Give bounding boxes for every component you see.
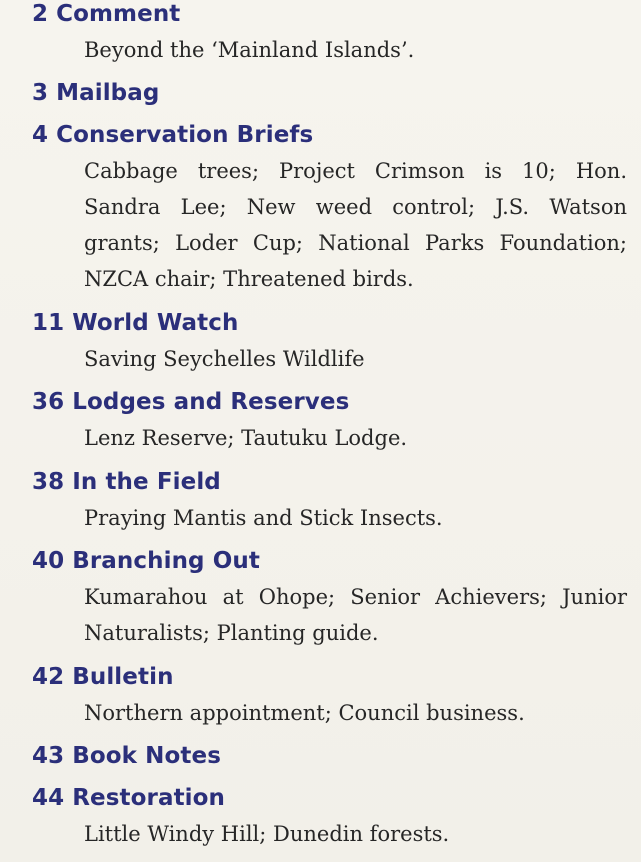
toc-heading xyxy=(32,0,632,28)
toc-page-number: 11 xyxy=(32,310,65,336)
toc-entry-bulletin xyxy=(32,663,632,731)
toc-description: Beyond the ‘Mainland Islands’. xyxy=(84,38,415,62)
toc-title: Book Notes xyxy=(72,743,221,769)
toc-page-number: 38 xyxy=(32,469,65,495)
toc-page-number: 42 xyxy=(32,664,65,690)
toc-heading xyxy=(32,121,632,149)
toc-page-number: 4 xyxy=(32,122,49,148)
toc-heading xyxy=(32,742,632,770)
toc-page-number: 36 xyxy=(32,389,65,415)
toc-title: Bulletin xyxy=(72,664,174,690)
toc-title: Conservation Briefs xyxy=(56,122,314,148)
toc-title: In the Field xyxy=(72,469,221,495)
toc-heading xyxy=(32,79,632,107)
toc-entry-branching-out xyxy=(32,547,632,651)
toc-entry-restoration xyxy=(32,784,632,852)
toc-entry-conservation-briefs xyxy=(32,121,632,297)
toc-description: Little Windy Hill; Dunedin forests. xyxy=(84,822,450,846)
toc-title: World Watch xyxy=(72,310,239,336)
toc-heading xyxy=(32,784,632,812)
toc-heading xyxy=(32,309,632,337)
toc-heading xyxy=(32,663,632,691)
toc-entry-book-notes xyxy=(32,742,632,770)
toc-description: Cabbage trees; Project Crimson is 10; Hon. Sandra Lee; New weed control; J.S. Watson grants; Loder Cup; National Parks Foundation; NZCA chair; Threatened birds. xyxy=(84,159,627,291)
toc-title: Restoration xyxy=(72,785,226,811)
toc-entry-mailbag xyxy=(32,79,632,107)
toc-heading xyxy=(32,468,632,496)
toc-page-number: 3 xyxy=(32,80,49,106)
toc-entry-comment xyxy=(32,0,632,68)
toc-title: Branching Out xyxy=(72,548,260,574)
toc-heading xyxy=(32,388,632,416)
toc-entry-in-the-field xyxy=(32,468,632,536)
toc-title: Lodges and Reserves xyxy=(72,389,350,415)
toc-description: Saving Seychelles Wildlife xyxy=(84,347,365,371)
toc-entry-world-watch xyxy=(32,309,632,377)
toc-page-number: 44 xyxy=(32,785,65,811)
toc-description: Lenz Reserve; Tautuku Lodge. xyxy=(84,426,408,450)
toc-page-number: 2 xyxy=(32,1,49,27)
toc-title: Comment xyxy=(56,1,181,27)
toc-title: Mailbag xyxy=(56,80,160,106)
toc-page-number: 40 xyxy=(32,548,65,574)
toc-description: Northern appointment; Council business. xyxy=(84,701,525,725)
toc-heading xyxy=(32,547,632,575)
toc-page-number: 43 xyxy=(32,743,65,769)
toc-description: Praying Mantis and Stick Insects. xyxy=(84,506,443,530)
toc-description: Kumarahou at Ohope; Senior Achievers; Junior Naturalists; Planting guide. xyxy=(84,585,627,645)
toc-entry-lodges-and-reserves xyxy=(32,388,632,456)
